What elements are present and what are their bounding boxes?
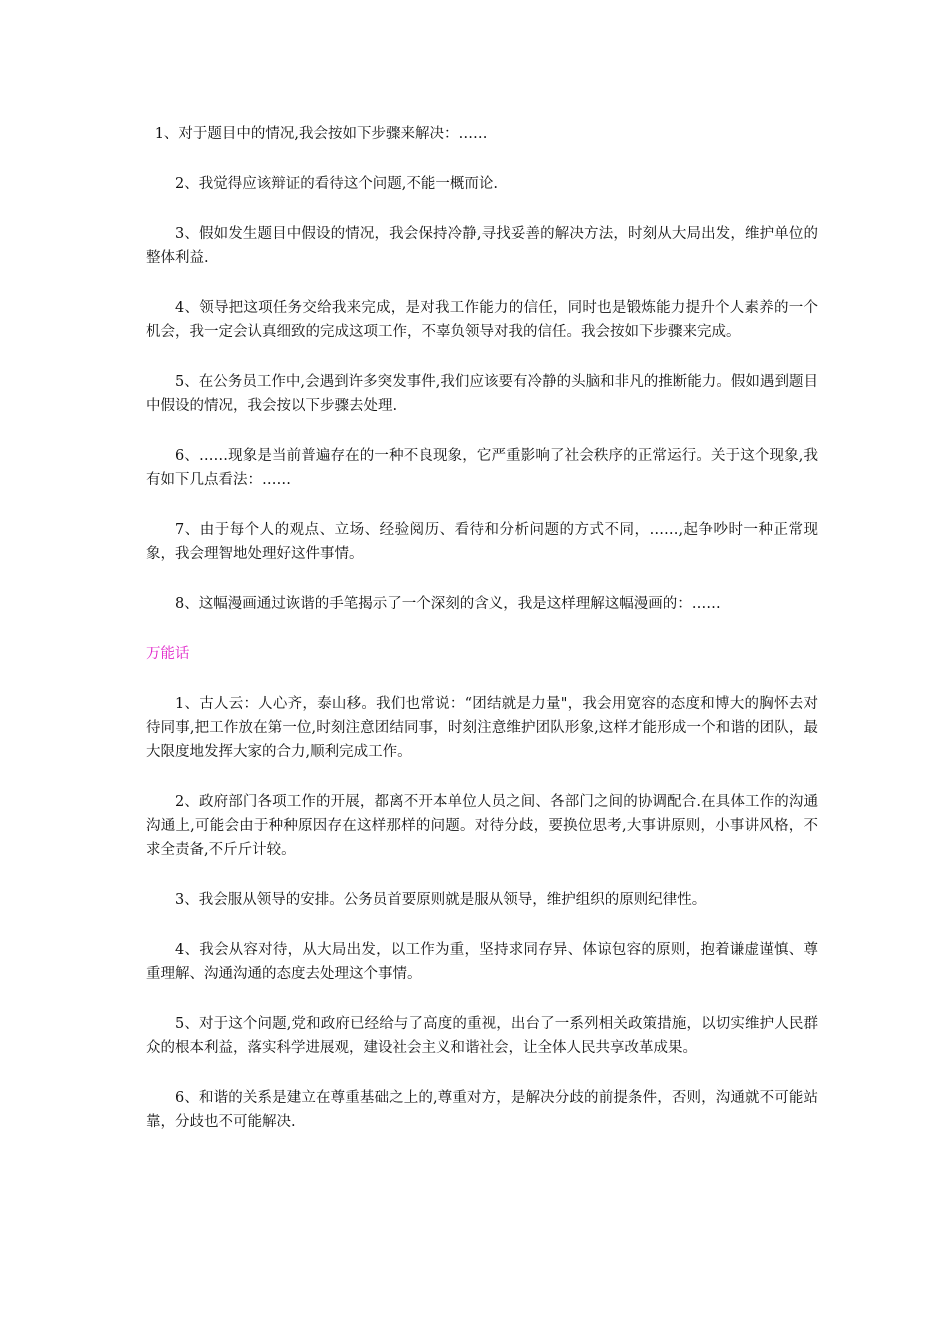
phrase-5: 5、对于这个问题,党和政府已经给与了高度的重视，出台了一系列相关政策措施，以切实维护人民群众的根本利益，落实科学进展观，建设社会主义和谐社会，让全体人民共享改革成果。 bbox=[146, 1016, 818, 1056]
paragraph-2: 2、我觉得应该辩证的看待这个问题,不能一概而论. bbox=[175, 176, 498, 192]
paragraph-5: 5、在公务员工作中,会遇到许多突发事件,我们应该要有冷静的头脑和非凡的推断能力。假如遇到题目中假设的情况，我会按以下步骤去处理. bbox=[146, 374, 818, 414]
phrase-4: 4、我会从容对待，从大局出发，以工作为重，坚持求同存异、体谅包容的原则，抱着谦虚谨慎、尊重理解、沟通沟通的态度去处理这个事情。 bbox=[146, 942, 818, 982]
paragraph-3: 3、假如发生题目中假设的情况，我会保持冷静,寻找妥善的解决方法，时刻从大局出发，维护单位的整体利益. bbox=[146, 226, 818, 266]
paragraph-1: 1、对于题目中的情况,我会按如下步骤来解决：…… bbox=[154, 126, 488, 142]
paragraph-8: 8、这幅漫画通过诙谐的手笔揭示了一个深刻的含义，我是这样理解这幅漫画的：…… bbox=[175, 596, 721, 612]
phrase-6: 6、和谐的关系是建立在尊重基础之上的,尊重对方，是解决分歧的前提条件，否则，沟通就不可能站靠，分歧也不可能解决. bbox=[146, 1090, 818, 1130]
document-page bbox=[146, 122, 818, 1160]
phrase-2: 2、政府部门各项工作的开展，都离不开本单位人员之间、各部门之间的协调配合.在具体工作的沟通沟通上,可能会由于种种原因存在这样那样的问题。对待分歧，要换位思考,大事讲原则，小事讲风格，不求全责备,不斤斤计较。 bbox=[146, 794, 818, 858]
paragraph-6: 6、……现象是当前普遍存在的一种不良现象，它严重影响了社会秩序的正常运行。关于这个现象,我有如下几点看法：…… bbox=[146, 448, 818, 488]
section-heading: 万能话 bbox=[146, 646, 190, 662]
paragraph-4: 4、领导把这项任务交给我来完成，是对我工作能力的信任，同时也是锻炼能力提升个人素养的一个机会，我一定会认真细致的完成这项工作，不辜负领导对我的信任。我会按如下步骤来完成。 bbox=[146, 300, 818, 340]
phrase-3: 3、我会服从领导的安排。公务员首要原则就是服从领导，维护组织的原则纪律性。 bbox=[175, 892, 707, 908]
paragraph-7: 7、由于每个人的观点、立场、经验阅历、看待和分析问题的方式不同，……,起争吵时一种正常现象，我会理智地处理好这件事情。 bbox=[146, 522, 818, 562]
phrase-1: 1、古人云：人心齐，泰山移。我们也常说：“团结就是力量"，我会用宽容的态度和博大的胸怀去对待同事,把工作放在第一位,时刻注意团结同事，时刻注意维护团队形象,这样才能形成一个和谐的团队，最大限度地发挥大家的合力,顺利完成工作。 bbox=[146, 696, 818, 760]
